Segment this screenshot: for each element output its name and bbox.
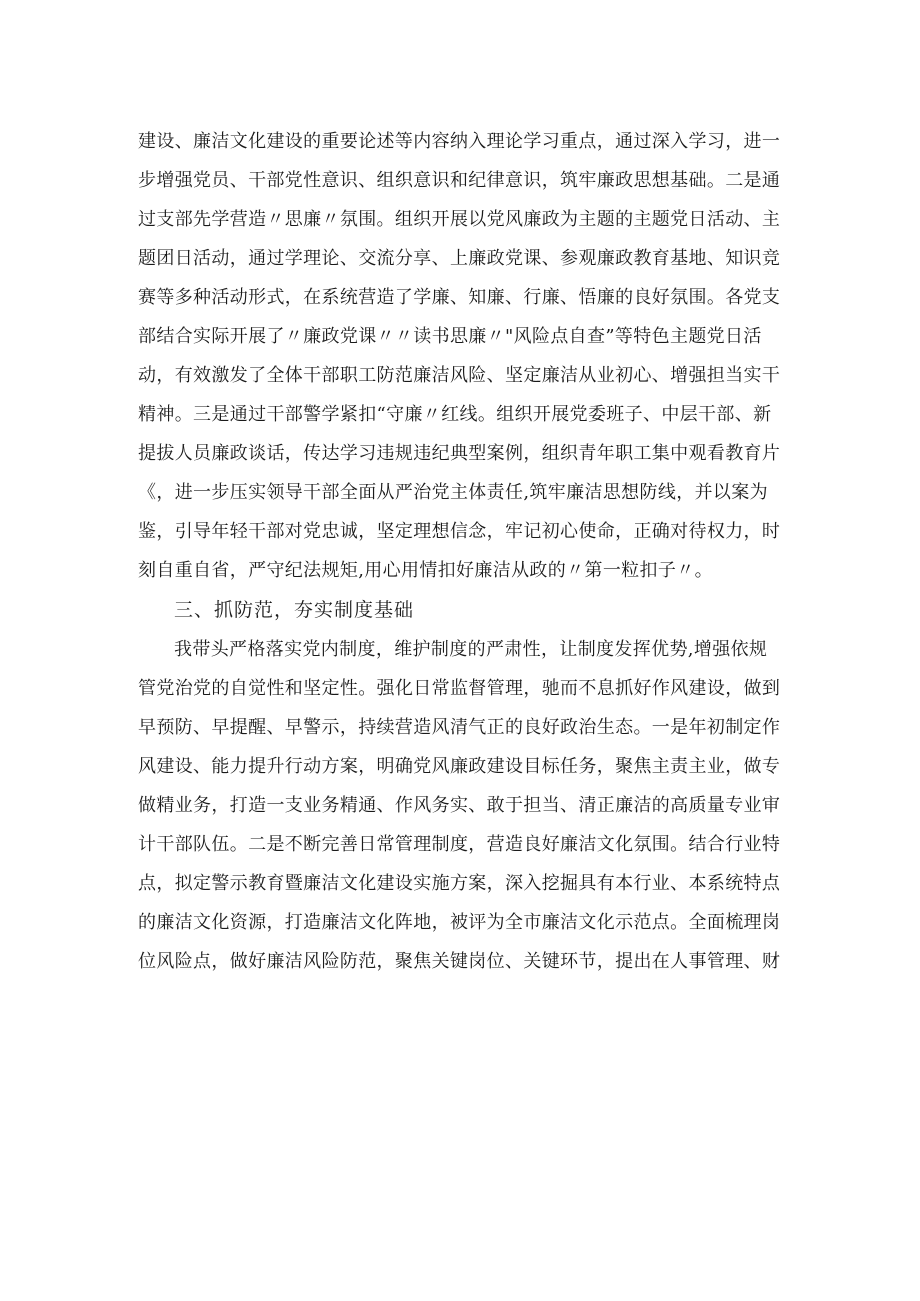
section-paragraph — [138, 630, 788, 981]
text-line: 我带头严格落实党内制度，维护制度的严肃性，让制度发挥优势,增强依规 — [174, 639, 768, 660]
text-line: 《，进一步压实领导干部全面从严治党主体责任,筑牢廉洁思想防线，并以案为 — [138, 482, 768, 503]
text-line: 提拔人员廉政谈话，传达学习违规违纪典型案例，组织青年职工集中观看教育片 — [138, 443, 781, 464]
text-line: 位风险点，做好廉洁风险防范，聚焦关键岗位、关键环节，提出在人事管理、财 — [138, 951, 781, 972]
text-line: 建设、廉洁文化建设的重要论述等内容纳入理论学习重点，通过深入学习，进一 — [138, 131, 781, 152]
text-line: 鉴，引导年轻干部对党忠诚，坚定理想信念，牢记初心使命，正确对待权力，时 — [138, 521, 781, 542]
text-line: 过支部先学营造〃思廉〃氛围。组织开展以党风廉政为主题的主题党日活动、主 — [138, 209, 781, 230]
text-line: 赛等多种活动形式，在系统营造了学廉、知廉、行廉、悟廉的良好氛围。各党支 — [138, 287, 781, 308]
text-line: 的廉洁文化资源，打造廉洁文化阵地，被评为全市廉洁文化示范点。全面梳理岗 — [138, 912, 781, 933]
text-line: 题团日活动，通过学理论、交流分享、上廉政党课、参观廉政教育基地、知识竞 — [138, 248, 781, 269]
text-line: 精神。三是通过干部警学紧扣“守廉〃红线。组织开展党委班子、中层干部、新 — [138, 404, 772, 425]
text-line: 动，有效激发了全体干部职工防范廉洁风险、坚定廉洁从业初心、增强担当实干 — [138, 365, 781, 386]
text-line: 刻自重自省，严守纪法规矩,用心用情扣好廉洁从政的〃第一粒扣子〃。 — [138, 560, 713, 581]
text-line: 点，拟定警示教育暨廉洁文化建设实施方案，深入挖掘具有本行业、本系统特点 — [138, 873, 781, 894]
text-line: 风建设、能力提升行动方案，明确党风廉政建设目标任务，聚焦主责主业，做专 — [138, 756, 781, 777]
text-line: 计干部队伍。二是不断完善日常管理制度，营造良好廉洁文化氛围。结合行业特 — [138, 834, 781, 855]
text-line: 步增强党员、干部党性意识、组织意识和纪律意识，筑牢廉政思想基础。二是通 — [138, 170, 781, 191]
section-heading: 三、抓防范，夯实制度基础 — [174, 599, 415, 621]
text-line: 早预防、早提醒、早警示，持续营造风清气正的良好政治生态。一是年初制定作 — [138, 717, 781, 738]
text-line: 做精业务，打造一支业务精通、作风务实、敢于担当、清正廉洁的高质量专业审 — [138, 795, 781, 816]
text-line: 部结合实际开展了〃廉政党课〃〃读书思廉〃"风险点自查”等特色主题党日活 — [138, 326, 762, 347]
text-line: 管党治党的自觉性和坚定性。强化日常监督管理，驰而不息抓好作风建设，做到 — [138, 678, 781, 699]
document-body — [138, 122, 788, 981]
paragraph-continuation — [138, 122, 788, 590]
